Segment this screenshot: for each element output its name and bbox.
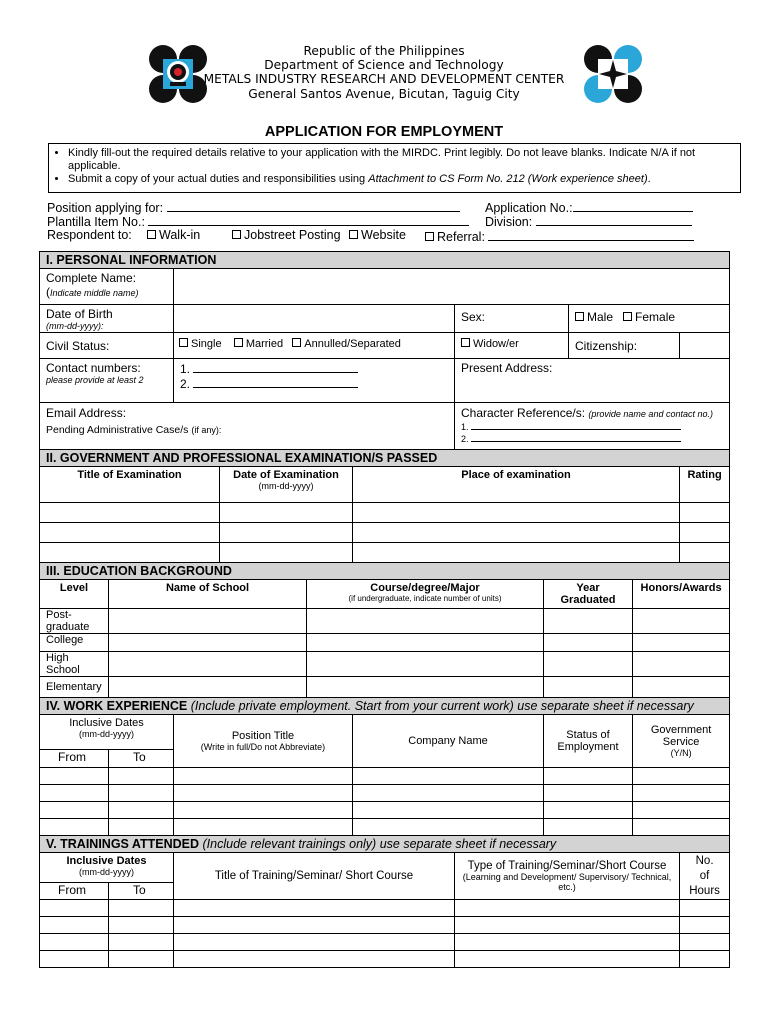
work-cell[interactable]	[353, 819, 544, 836]
edu-year-header: Year Graduated	[544, 580, 633, 609]
edu-cell[interactable]	[633, 652, 730, 677]
checkbox-icon[interactable]	[232, 230, 241, 239]
checkbox-icon[interactable]	[147, 230, 156, 239]
training-cell[interactable]	[40, 917, 109, 934]
work-cell[interactable]	[353, 802, 544, 819]
civil-widow-option[interactable]: Widow/er	[461, 338, 519, 350]
email-pending-cell[interactable]	[40, 403, 455, 450]
exam-cell[interactable]	[353, 543, 680, 563]
application-no-field: Application No.:	[485, 199, 693, 215]
edu-cell[interactable]	[307, 652, 544, 677]
table-row	[40, 934, 730, 951]
table-row	[40, 677, 730, 698]
plantilla-field: Plantilla Item No.:	[47, 213, 469, 229]
sex-male-option[interactable]: Male	[575, 310, 613, 324]
edu-cell[interactable]	[633, 634, 730, 652]
exam-cell[interactable]	[220, 503, 353, 523]
edu-cell[interactable]	[109, 634, 307, 652]
checkbox-icon[interactable]	[234, 338, 243, 347]
exam-cell[interactable]	[40, 523, 220, 543]
complete-name-input[interactable]	[174, 269, 730, 305]
checkbox-icon[interactable]	[461, 338, 470, 347]
work-cell[interactable]	[353, 768, 544, 785]
training-title-header: Title of Training/Seminar/ Short Course	[174, 853, 455, 900]
exam-cell[interactable]	[680, 503, 730, 523]
training-cell[interactable]	[40, 934, 109, 951]
training-cell[interactable]	[109, 934, 174, 951]
instruction-item: • Kindly fill-out the required details relative to your application with the MIRDC. Print legibly. Do not leave blanks. Indicate N/A if not applicable.	[68, 147, 734, 173]
edu-cell[interactable]	[307, 634, 544, 652]
work-cell[interactable]	[174, 802, 353, 819]
work-dates-header: Inclusive Dates (mm-dd-yyyy)	[40, 715, 174, 750]
training-type-header: Type of Training/Seminar/Short Course (Learning and Development/ Supervisory/ Technical, etc.)	[455, 853, 680, 900]
training-cell[interactable]	[174, 900, 455, 917]
civil-annulled-option[interactable]: Annulled/Separated	[292, 338, 401, 350]
work-company-header: Company Name	[353, 715, 544, 768]
training-dates-header: Inclusive Dates (mm-dd-yyyy)	[40, 853, 174, 883]
edu-school-header: Name of School	[109, 580, 307, 609]
exam-cell[interactable]	[680, 523, 730, 543]
header-republic: Republic of the Philippines	[303, 44, 465, 58]
table-row	[40, 785, 730, 802]
training-cell[interactable]	[174, 951, 455, 968]
edu-cell[interactable]	[307, 677, 544, 698]
work-cell[interactable]	[174, 819, 353, 836]
dob-input[interactable]	[174, 305, 455, 333]
edu-cell[interactable]	[109, 609, 307, 634]
edu-cell[interactable]	[544, 609, 633, 634]
training-cell[interactable]	[40, 951, 109, 968]
edu-cell[interactable]	[544, 677, 633, 698]
exam-cell[interactable]	[353, 523, 680, 543]
exam-cell[interactable]	[680, 543, 730, 563]
edu-level-header: Level	[40, 580, 109, 609]
civil-status-options	[174, 333, 455, 359]
work-cell[interactable]	[544, 802, 633, 819]
table-row	[40, 917, 730, 934]
exam-title-header: Title of Examination	[40, 467, 220, 503]
exam-cell[interactable]	[353, 503, 680, 523]
work-to-header: To	[109, 750, 174, 768]
respondent-referral[interactable]: Referral:	[425, 228, 694, 244]
exam-cell[interactable]	[220, 543, 353, 563]
edu-cell[interactable]	[633, 609, 730, 634]
division-input[interactable]	[536, 213, 692, 226]
training-cell[interactable]	[109, 951, 174, 968]
work-cell[interactable]	[40, 768, 109, 785]
training-cell[interactable]	[680, 900, 730, 917]
citizenship-input[interactable]	[680, 333, 730, 359]
work-status-header: Status of Employment	[544, 715, 633, 768]
work-from-header: From	[40, 750, 109, 768]
email-label: Email Address:	[46, 406, 127, 420]
edu-cell[interactable]	[544, 652, 633, 677]
present-address-cell[interactable]: Present Address:	[455, 359, 730, 403]
edu-cell[interactable]	[633, 677, 730, 698]
edu-cell[interactable]	[109, 652, 307, 677]
exam-rating-header: Rating	[680, 467, 730, 503]
training-cell[interactable]	[455, 934, 680, 951]
training-to-header: To	[109, 883, 174, 900]
table-row	[40, 543, 730, 563]
exam-cell[interactable]	[220, 523, 353, 543]
section-trainings-heading: V. TRAININGS ATTENDED (Include relevant trainings only) use separate sheet if necessary	[40, 836, 730, 853]
training-cell[interactable]	[174, 934, 455, 951]
contact-1-input[interactable]: 1.	[180, 359, 448, 376]
respondent-jobstreet[interactable]: Jobstreet Posting	[232, 228, 341, 242]
complete-name-label: Complete Name: (Indicate middle name)	[40, 269, 174, 305]
work-cell[interactable]	[633, 768, 730, 785]
respondent-walkin[interactable]: Walk-in	[147, 228, 200, 242]
character-reference-cell[interactable]: Character Reference/s: (provide name and contact no.) 1. 2.	[455, 403, 730, 450]
position-applying-field: Position applying for:	[47, 199, 460, 215]
edu-honors-header: Honors/Awards	[633, 580, 730, 609]
training-hours-header: No. of Hours	[680, 853, 730, 900]
instruction-item: • Submit a copy of your actual duties and responsibilities using Attachment to CS Form No. 212 (Work experience sheet).	[68, 173, 734, 186]
training-from-header: From	[40, 883, 109, 900]
table-row	[40, 652, 730, 677]
contact-label: Contact numbers: please provide at least 2	[40, 359, 174, 403]
checkbox-icon[interactable]	[575, 312, 584, 321]
contact-2-input[interactable]: 2.	[180, 376, 448, 391]
edu-level-cell: Post-graduate	[40, 609, 109, 634]
training-cell[interactable]	[680, 951, 730, 968]
application-no-input[interactable]	[573, 199, 693, 212]
citizenship-label: Citizenship:	[569, 333, 680, 359]
header-department: Department of Science and Technology	[264, 58, 504, 72]
work-cell[interactable]	[633, 802, 730, 819]
header-address: General Santos Avenue, Bicutan, Taguig City	[248, 87, 520, 101]
exam-place-header: Place of examination	[353, 467, 680, 503]
work-cell[interactable]	[174, 768, 353, 785]
division-field: Division:	[485, 213, 692, 229]
checkbox-icon[interactable]	[349, 230, 358, 239]
work-cell[interactable]	[109, 819, 174, 836]
training-cell[interactable]	[455, 917, 680, 934]
sex-female-option[interactable]: Female	[623, 310, 675, 324]
work-cell[interactable]	[40, 785, 109, 802]
training-cell[interactable]	[109, 900, 174, 917]
work-cell[interactable]	[174, 785, 353, 802]
instructions-box	[48, 143, 741, 193]
civil-single-option[interactable]: Single	[179, 338, 222, 350]
edu-level-cell: High School	[40, 652, 109, 677]
sex-label: Sex:	[455, 305, 569, 333]
civil-widow-cell	[455, 333, 569, 359]
edu-level-cell: Elementary	[40, 677, 109, 698]
work-gov-header: Government Service (Y/N)	[633, 715, 730, 768]
exam-cell[interactable]	[40, 543, 220, 563]
training-cell[interactable]	[455, 951, 680, 968]
contact-inputs	[174, 359, 455, 403]
section-personal-heading: I. PERSONAL INFORMATION	[40, 252, 730, 269]
position-applying-input[interactable]	[167, 199, 460, 212]
respondent-label: Respondent to:	[47, 228, 132, 242]
work-cell[interactable]	[40, 819, 109, 836]
table-row	[40, 768, 730, 785]
edu-cell[interactable]	[109, 677, 307, 698]
plantilla-input[interactable]	[148, 213, 469, 226]
table-row	[40, 634, 730, 652]
checkbox-icon[interactable]	[425, 232, 434, 241]
table-row	[40, 951, 730, 968]
work-cell[interactable]	[544, 819, 633, 836]
sex-options	[569, 305, 730, 333]
work-cell[interactable]	[544, 785, 633, 802]
pending-case-label: Pending Administrative Case/s (if any):	[46, 424, 222, 436]
table-row	[40, 503, 730, 523]
dob-label: Date of Birth (mm-dd-yyyy):	[40, 305, 174, 333]
respondent-website[interactable]: Website	[349, 228, 406, 242]
referral-input[interactable]	[488, 228, 694, 241]
exam-cell[interactable]	[40, 503, 220, 523]
training-cell[interactable]	[680, 917, 730, 934]
training-cell[interactable]	[109, 917, 174, 934]
edu-course-header: Course/degree/Major (if undergraduate, indicate number of units)	[307, 580, 544, 609]
training-cell[interactable]	[174, 917, 455, 934]
table-row	[40, 523, 730, 543]
section-exams-heading: II. GOVERNMENT AND PROFESSIONAL EXAMINATION/S PASSED	[40, 450, 730, 467]
work-position-header: Position Title (Write in full/Do not Abbreviate)	[174, 715, 353, 768]
table-row	[40, 802, 730, 819]
table-row	[40, 819, 730, 836]
checkbox-icon[interactable]	[623, 312, 632, 321]
work-cell[interactable]	[109, 768, 174, 785]
edu-cell[interactable]	[307, 609, 544, 634]
civil-married-option[interactable]: Married	[234, 338, 283, 350]
edu-level-cell: College	[40, 634, 109, 652]
section-education-heading: III. EDUCATION BACKGROUND	[40, 563, 730, 580]
training-cell[interactable]	[680, 934, 730, 951]
checkbox-icon[interactable]	[292, 338, 301, 347]
header-agency: METALS INDUSTRY RESEARCH AND DEVELOPMENT CENTER	[203, 72, 565, 86]
work-cell[interactable]	[353, 785, 544, 802]
work-cell[interactable]	[109, 785, 174, 802]
edu-cell[interactable]	[544, 634, 633, 652]
exam-date-header: Date of Examination (mm-dd-yyyy)	[220, 467, 353, 503]
table-row	[40, 609, 730, 634]
table-row	[40, 900, 730, 917]
work-cell[interactable]	[40, 802, 109, 819]
work-cell[interactable]	[633, 819, 730, 836]
work-cell[interactable]	[544, 768, 633, 785]
training-cell[interactable]	[40, 900, 109, 917]
work-cell[interactable]	[633, 785, 730, 802]
section-work-heading: IV. WORK EXPERIENCE (Include private employment. Start from your current work) use separate sheet if necessary	[40, 698, 730, 715]
checkbox-icon[interactable]	[179, 338, 188, 347]
training-cell[interactable]	[455, 900, 680, 917]
work-cell[interactable]	[109, 802, 174, 819]
page-title: APPLICATION FOR EMPLOYMENT	[264, 124, 504, 140]
application-form-table	[39, 251, 730, 968]
civil-status-label: Civil Status:	[40, 333, 174, 359]
